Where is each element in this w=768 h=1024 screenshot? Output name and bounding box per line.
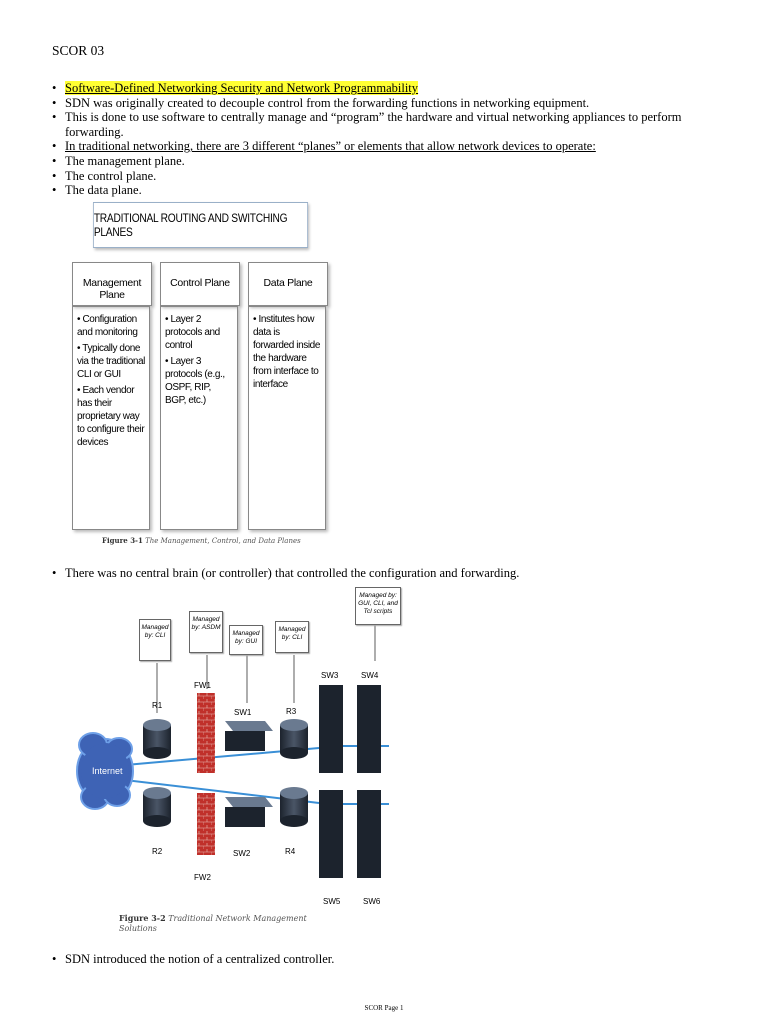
- router-icon: [143, 787, 171, 827]
- list-item: • Configuration and monitoring: [77, 314, 138, 338]
- managed-by-label: Managed by: CLI: [139, 619, 171, 661]
- list-item: [52, 139, 722, 154]
- multilayer-switch-icon: [357, 790, 381, 878]
- mid-bullet-list: [52, 566, 722, 581]
- list-item: • SDN introduced the notion of a centralized controller.: [52, 952, 722, 967]
- device-label: FW1: [194, 681, 211, 690]
- list-item: • This is done to use software to centrally manage and “program” the hardware and virtual networking appliances to perform forwarding.: [52, 110, 722, 139]
- managed-by-label: Managed by: GUI: [229, 625, 263, 655]
- list-item: • Layer 3 protocols (e.g., OSPF, RIP, BGP, etc.): [165, 356, 225, 406]
- data-plane-header: Data Plane: [248, 262, 328, 306]
- page-footer: SCOR Page 1: [364, 1004, 404, 1012]
- intro-bullet-list: [52, 81, 722, 198]
- list-item: • The data plane.: [52, 183, 722, 198]
- figure-planes: [70, 200, 334, 545]
- management-plane-header: Management Plane: [72, 262, 152, 306]
- router-icon: [280, 719, 308, 759]
- device-label: R3: [286, 707, 297, 716]
- device-label: SW2: [233, 849, 251, 858]
- firewall-icon: [197, 793, 215, 855]
- device-label: SW6: [363, 897, 381, 906]
- list-item: [52, 81, 722, 96]
- device-label: FW2: [194, 873, 211, 882]
- switch-icon: [225, 721, 273, 751]
- figure-planes-title: TRADITIONAL ROUTING AND SWITCHING PLANES: [93, 202, 308, 248]
- list-item: • There was no central brain (or controller) that controlled the configuration and forwarding.: [52, 566, 722, 581]
- router-icon: [143, 719, 171, 759]
- list-item: • SDN was originally created to decouple control from the forwarding functions in networking equipment.: [52, 96, 722, 111]
- multilayer-switch-icon: [357, 685, 381, 773]
- management-plane-body: [72, 306, 150, 530]
- managed-by-label: Managed by: ASDM: [189, 611, 223, 653]
- section-heading: Software-Defined Networking Security and Network Programmability: [65, 81, 419, 95]
- device-label: R2: [152, 847, 163, 856]
- firewall-icon: [197, 693, 215, 773]
- device-label: SW5: [323, 897, 341, 906]
- multilayer-switch-icon: [319, 685, 343, 773]
- bottom-bullet-list: [52, 952, 722, 967]
- device-label: R4: [285, 847, 296, 856]
- device-label: SW4: [361, 671, 379, 680]
- data-plane-body: [248, 306, 326, 530]
- figure-network-caption: Figure 3-2 Traditional Network Management Solutions: [119, 913, 307, 933]
- internet-label: Internet: [92, 766, 123, 776]
- figure-network-management: [75, 585, 398, 940]
- control-plane-body: [160, 306, 238, 530]
- document-title: SCOR 03: [52, 43, 105, 58]
- switch-icon: [225, 797, 273, 827]
- list-item: • Layer 2 protocols and control: [165, 314, 220, 351]
- device-label: SW1: [234, 708, 252, 717]
- router-icon: [280, 787, 308, 827]
- device-label: SW3: [321, 671, 339, 680]
- managed-by-label: Managed by: CLI: [275, 621, 309, 653]
- managed-by-label: Managed by: GUI, CLI, and Tcl scripts: [355, 587, 401, 625]
- figure-planes-caption: Figure 3-1 The Management, Control, and Data Planes: [102, 536, 301, 545]
- list-item: • Institutes how data is forwarded inside the hardware from interface to interface: [253, 314, 320, 390]
- control-plane-header: Control Plane: [160, 262, 240, 306]
- multilayer-switch-icon: [319, 790, 343, 878]
- list-item: • The management plane.: [52, 154, 722, 169]
- list-item: • The control plane.: [52, 169, 722, 184]
- list-item: • Typically done via the traditional CLI or GUI: [77, 343, 146, 380]
- list-item: • Each vendor has their proprietary way to configure their devices: [77, 385, 145, 448]
- planes-intro: In traditional networking, there are 3 different “planes” or elements that allow network devices to operate:: [65, 139, 596, 154]
- device-label: R1: [152, 701, 163, 710]
